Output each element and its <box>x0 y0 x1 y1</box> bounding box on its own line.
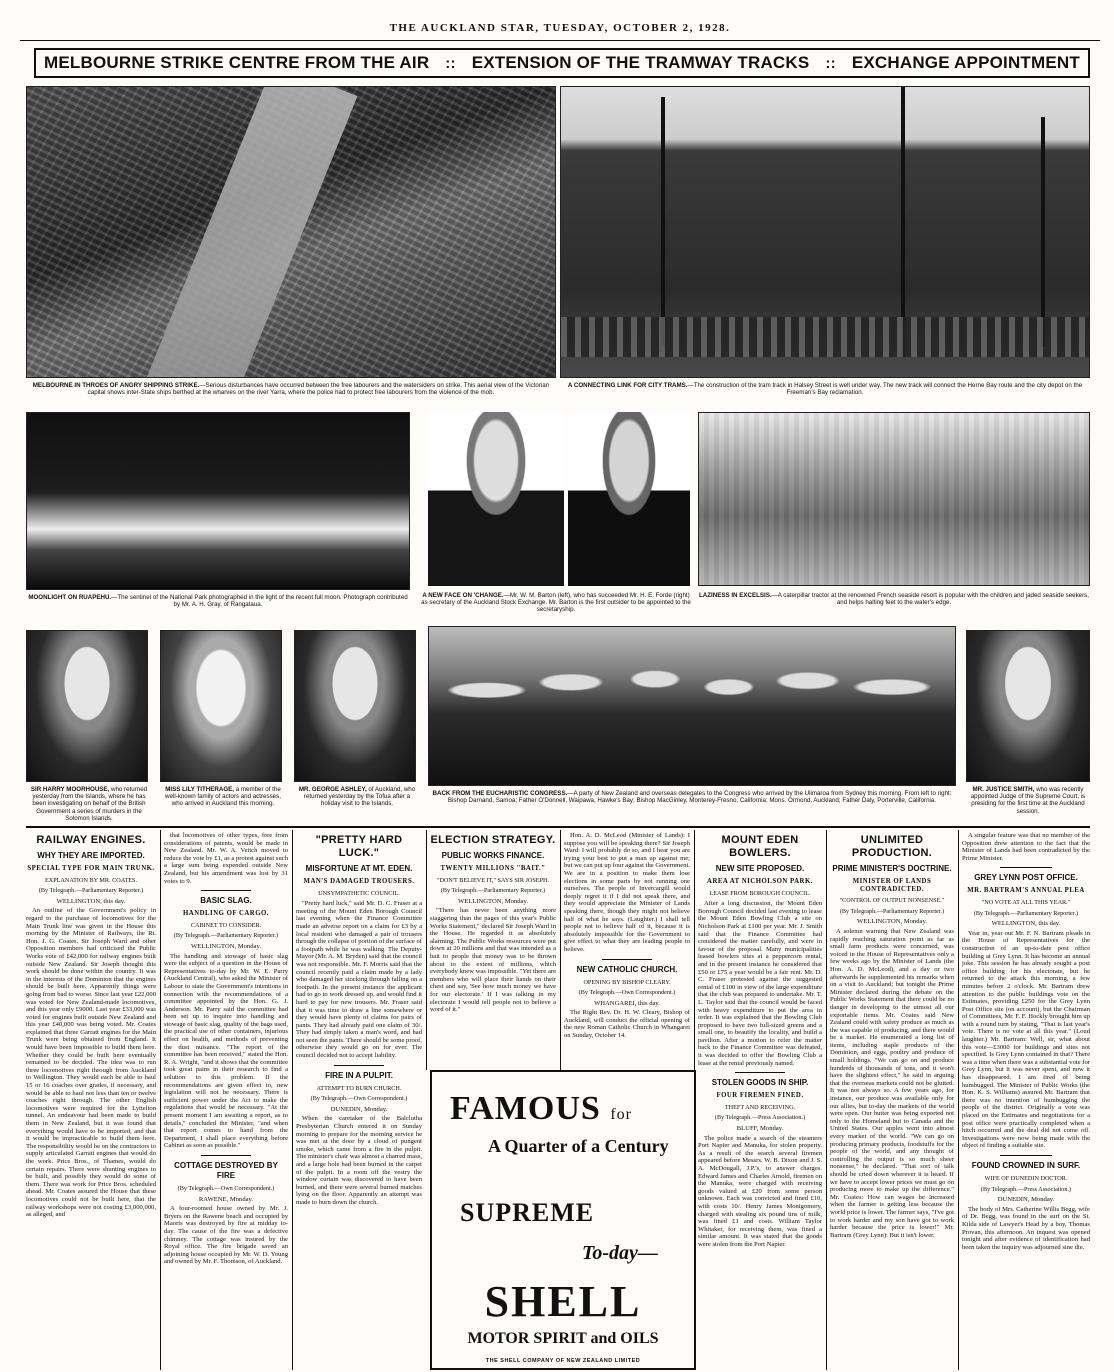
ruapehu-photo <box>26 412 410 590</box>
banner-headline-tramway: EXTENSION OF THE TRAMWAY TRACKS <box>471 53 810 72</box>
dateline: DUNEDIN, Monday. <box>330 1105 388 1113</box>
ashley-portrait <box>294 630 416 782</box>
subheadline: OPENING BY BISHOP CLEARY. <box>583 978 671 986</box>
ruapehu-caption: MOONLIGHT ON RUAPEHU.—The sentinel of the National Park photographed in the light of the recent full moon. Photograph contributed by Mr. A. H. Gray, of Rangataua. <box>28 594 408 609</box>
titherage-portrait <box>160 630 282 782</box>
dateline: BLUFF, Monday. <box>736 1125 784 1133</box>
article-body: The Right Rev. Dr. H. W. Cleary, Bishop of Auckland, will conduct the official opening of the new Roman Catholic Church in Whangarei on Sunday, October 14. <box>564 1009 690 1040</box>
subheadline: ATTEMPT TO BURN CHURCH. <box>316 1084 402 1092</box>
shell-advertisement <box>430 1070 696 1370</box>
dateline: DUNEDIN, Monday. <box>997 1196 1055 1204</box>
subheadline: MINISTER OF LANDS CONTRADICTED. <box>852 878 932 893</box>
headline: COTTAGE DESTROYED BY FIRE <box>174 1160 278 1180</box>
credit-line: (By Telegraph.—Parliamentary Reporter.) <box>440 887 546 895</box>
ashley-caption: MR. GEORGE ASHLEY, of Auckland, who returned yesterday by the Tofua after a holiday visit to the Islands. <box>298 786 416 808</box>
melbourne-caption: MELBOURNE IN THROES OF ANGRY SHIPPING STRIKE.—Serious disturbances have occurred between the free labourers and the watersiders on strike. This aerial view of the Victorian capital shows inter-State ships berthed at the wharves on the river Yarra, where the police had to protect free labourers from the violence of the mob. <box>32 382 550 397</box>
melbourne-aerial-photo <box>26 86 556 378</box>
tractor-caption: LAZINESS IN EXCELSIS.—A caterpillar tractor at the renowned French seaside resort is popular with the children and jaded seaside seekers, and helps halting feet to the water's edge. <box>699 592 1089 607</box>
dateline: WELLINGTON, Monday. <box>857 918 927 926</box>
column-rule <box>826 830 827 1370</box>
tractor-photo <box>698 412 1090 586</box>
article-body: A four-roomed house owned by Mr. J. Bryers on the Rawene beach and occupied by Maoris was destroyed by fire at midday to-day. The cause of the fire was a defective chimney. The cottage was insured by the Royal office. The fire brigade saved an adjoining house occupied by Mr. W. D. Young and owned by Mr. F. Thomson, of Auckland. <box>164 1205 288 1266</box>
subheadline: HANDLING OF CARGO. <box>183 910 269 918</box>
dateline: WELLINGTON, this day. <box>991 920 1061 928</box>
article-body: "There has never been anything more staggering than the pages of this year's Public Works Statement," declared Sir Joseph Ward in the House. He regarded it as absolutely alarming. The Public Works resources were put down at 20 millions and that was intended as a bait to people that money was to be thrown about to the extent of millions, which everybody knew was impossible. "Yet there are members who will place their hands on their chest and say, 'See how much money we have for our electorate.' If I was talking in my electorate I would tell people not to believe a word of it." <box>430 907 556 1014</box>
headline: FIRE IN A PULPIT. <box>325 1070 393 1080</box>
subheadline: NEW SITE PROPOSED. <box>715 864 805 873</box>
smith-caption: MR. JUSTICE SMITH, who was recently appointed Judge of the Supreme Court, is presiding for the first time at the Auckland session. <box>970 786 1086 815</box>
subheadline: WHY THEY ARE IMPORTED. <box>37 851 145 860</box>
credit-line: (By Telegraph.—Parliamentary Reporter.) <box>173 932 279 940</box>
forde-portrait <box>568 412 690 586</box>
subheadline: "DON'T BELIEVE IT," SAYS SIR JOSEPH. <box>436 876 550 884</box>
masthead-rule <box>20 40 1100 41</box>
column-rule <box>160 830 161 1370</box>
credit-line: (By Telegraph.—Own Correspondent.) <box>310 1095 408 1103</box>
subheadline: CABINET TO CONSIDER. <box>190 921 262 929</box>
headline: NEW CATHOLIC CHURCH. <box>576 964 678 974</box>
article-body-continued: A singular feature was that no member of the Opposition drew attention to the fact that the Minister of Lands had been contradicted by the Prime Minister. <box>962 832 1090 862</box>
credit-line: (By Telegraph.—Parliamentary Reporter.) <box>839 907 945 915</box>
moorhouse-caption: SIR HARRY MOORHOUSE, who returned yesterday from the Islands, where he has been investigating on behalf of the British Government a series of murders in the Solomon Islands. <box>30 786 148 822</box>
masthead: THE AUCKLAND STAR, TUESDAY, OCTOBER 2, 1928. <box>389 22 731 34</box>
ad-today: To-day— <box>582 1242 658 1264</box>
banner-headline-exchange: EXCHANGE APPOINTMENT <box>851 53 1080 72</box>
column-rule <box>292 830 293 1370</box>
headline: GREY LYNN POST OFFICE. <box>974 873 1078 883</box>
column-eight <box>962 832 1090 1370</box>
subheadline: UNSYMPATHETIC COUNCIL. <box>318 889 400 897</box>
credit-line: (By Telegraph.—Press Association.) <box>980 1185 1072 1193</box>
article-body-continued: that locomotives of other types, free from considerations of patents, would be made in New Zealand. Mr. W. A. Veitch moved to reduce the vote by £1, as a protest against such a large sum being expended outside New Zealand, but his amendment was lost by 31 votes to 9. <box>164 832 288 885</box>
subheadline: PUBLIC WORKS FINANCE. <box>441 851 545 860</box>
ad-motor-spirit: MOTOR SPIRIT and OILS <box>467 1330 659 1347</box>
ad-shell-logo: SHELL <box>484 1277 642 1326</box>
article-body: A solemn warning that New Zealand was rapidly reaching saturation point as far as small farm products were concerned, was voiced in the House of Representatives only a few weeks ago by the Minister of Lands (the Hon. A. D. McLeod), and a day or two afterwards he supplemented his remarks when on a visit to Auckland; but tonight the Prime Minister declared during the debate on the Public Works Statement that there could be no danger in developing to the utmost all our exportable items. Mr. Coates said New Zealand could with safety produce as much as the was capable of producing, and there would be a market. He enumerated a long list of items, including staple products of the Dominion, and eggs, poultry and produce of small holdings. "We can go on and produce hundreds of thousands of tons, and it won't have the slightest effect," he said in arguing that the overseas markets could not be glutted. It was not always so. A few years ago, for instance, our produce was available only for our allies, but to-day the markets of the world were open. Our butter was being exported not only to the Homeland but to Canada and the United States. Our apples went into almost every market of the world. "We can go on producing primary products, foodstuffs for the people of the world, and any thought of controlling the output is so much sheer nonsense," he declared. "That sort of talk should be cried down wherever it is heard. If we have to accept lower prices we must go on producing more to make up the difference." Mr. Coates: How can wages be increased when the farmer is getting less because the world price is lower. The farmer says, "I've got to work harder and my son have got to work harder because the price is lower!" Mr. Bartram (Grey Lynn): But it isn't lower. <box>830 927 954 1239</box>
article-election-strategy <box>430 832 556 1068</box>
banner-separator: :: <box>445 54 456 72</box>
subheadline: SPECIAL TYPE FOR MAIN TRUNK. <box>27 865 155 872</box>
headline: "PRETTY HARD LUCK." <box>315 834 403 859</box>
eucharistic-delegates-photo <box>428 626 956 786</box>
ad-famous: FAMOUS for <box>450 1090 632 1127</box>
column-rule <box>426 830 427 1070</box>
article-body-continued: Hon. A. D. McLeod (Minister of Lands): I suppose you will be speaking there? Sir Joseph Ward: I will probably do so, and I hear you are trying your best to put a man up against me; but we can put up four against the Government. We are in a position to make them lose elections in some parts by not running one ourselves. The people of Invercargill would deeply regret it if I did not speak there, and they would appreciate the Minister of Lands speaking there, though they might not believe half of what he says. (Laughter.) I shall tell people not to believe half of it, because it is absolutely impossible for the Government to give effect to what they are leading people to believe. <box>564 832 690 953</box>
moorhouse-portrait <box>26 630 148 782</box>
tram-caption: A CONNECTING LINK FOR CITY TRAMS.—The construction of the tram track in Halsey Street is well under way. The new track will connect the Herne Bay route and the city depot on the Freeman's Bay reclamation. <box>567 382 1083 397</box>
subheadline: LEASE FROM BOROUGH COUNCIL. <box>709 889 811 897</box>
justice-smith-portrait <box>966 630 1090 782</box>
ad-supreme: SUPREME <box>460 1198 595 1227</box>
ad-company: THE SHELL COMPANY OF NEW ZEALAND LIMITED <box>485 1358 641 1364</box>
article-body: The handling and stowage of basic slag were the subject of a question in the House of Representatives to-day by Mr. W. E. Parry (Auckland Central), who asked the Minister of Labour to state the Government's intentions in connection with the recommendations of a committee appointed by the Hon. G. J. Anderson. Mr. Parry said the committee had been set up to inquire into handling and stowage of basic slag, quality of the bags used, the practical use of other containers, injurious effect on health, and methods of preventing the dust nuisance. "The report of the committee has been received," stated the Hon. R. A. Wright, "and it shows that the committee took great pains in their research to find a solution to this problem. If the recommendations are given effect to, new legislation will not be necessary. There is sufficient power under the Act to make the regulations that would be necessary. "At the present moment I am awaiting a report, as to details," concluded the Minister, "and when that report comes to hand from the Department, I shall place everything before Cabinet as soon as possible." <box>164 952 288 1150</box>
exchange-caption: A NEW FACE ON 'CHANGE.—Mr. W. M. Barton (left), who has succeeded Mr. H. E. Forde (right) as secretary of the Auckland Stock Exchange. Mr. Barton is the first outsider to be appointed to the secretaryship. <box>421 592 691 614</box>
subheadline: "NO VOTE AT ALL THIS YEAR." <box>981 898 1071 906</box>
credit-line: (By Telegraph.—Own Correspondent.) <box>177 1184 275 1192</box>
subheadline: AREA AT NICHOLSON PARK. <box>707 878 813 885</box>
dateline: RAWENE, Monday. <box>198 1195 254 1203</box>
headline: ELECTION STRATEGY. <box>430 834 556 846</box>
headline: FOUND CROWNED IN SURF. <box>971 1160 1081 1170</box>
credit-line: (By Telegraph.—Parliamentary Reporter.) <box>38 887 144 895</box>
subheadline: THEFT AND RECEIVING. <box>724 1103 796 1111</box>
column-five <box>564 832 690 1068</box>
section-rule <box>26 826 1090 828</box>
dateline: WELLINGTON, this day. <box>56 897 126 905</box>
banner-separator: :: <box>825 54 836 72</box>
ad-quarter-century: A Quarter of a Century <box>488 1136 669 1156</box>
article-body: After a long discussion, the Mount Eden Borough Council decided last evening to lease the Mount Eden Bowling Club a site on Nicholson Park at £100 per year. Mr. J. Smith said that the Finance Committee had considered the matter carefully, and were in favour of the proposal. Many municipalities leased bowlers sites at a peppercorn rental, and in the present instance he considered that £50 or £75 a year would be a fair rent. Mr. D. C. Fraser protested against the suggested rental of £100 in view of the large expenditure that the club was prepared to undertake. Mr. T. L. Taylor said that the council would be faced with heavy expenditure to put the area in order. It was explained that the Bowling Club proposed to have two full-sized greens and a small one, to beautify the locality, and build a pavilion. After a motion to refer the matter back to the Finance Committee was defeated, it was decided to offer the Bowling Club a lease at the rental previously named. <box>698 900 822 1067</box>
headline: BASIC SLAG. <box>200 896 252 906</box>
dateline: WHANGAREI, this day. <box>594 999 660 1007</box>
dateline: WELLINGTON, Monday. <box>191 942 261 950</box>
subheadline: EXPLANATION BY MR. COATES. <box>44 876 138 884</box>
tram-track-photo <box>560 86 1090 378</box>
article-body: "Pretty hard luck," said Mr. D. C. Fraser at a meeting of the Mount Eden Borough Council last evening when the Finance Committee made an adverse report on a claim for £3 by a local resident who damaged a pair of trousers through the collapse of portion of the surface of a footpath while he was walking. The Deputy-Mayor (Mr. A. M. Bryden) said that the council was not responsible. Mr. F. Morris said that the council recently paid a claim made by a lady who damaged her stocking through falling on a footpath. In the present instance the applicant had to go to work dressed up, and would find it hard to pay for new trousers. Mr. Fraser said that it was time to draw a line somewhere or they would have plenty of claims for pairs of pants. They had already paid one claim of 30/. They had simply taken a man's word, and had not seen the pants. There should be some proof, otherwise they would go on for ever. The council decided not to accept liability. <box>296 900 422 1060</box>
article-body: Year in, year out Mr. F. N. Bartram pleads in the House of Representatives for the construction of an up-to-date post office building at Grey Lynn. It has become an annual joke. This session he has already sought a post office building for his electorate, but he returned to the attack this morning, a few minutes before 2 o'clock. Mr. Bartram drew attention to the public buildings vote on the Estimates, providing £250 for the Grey Lynn Post Office site (on account), but the Chairman of Committees, Mr. F. F. Hockly brought him up with a round turn by stating, "That is last year's vote. There is no vote at all this year." (Loud laughter.) Mr. Bartram: Well, sir, what about this vote—£3000 for buildings and sites not specified. Is Grey Lynn contained in that? There was a time when there was a substantial vote for Grey Lynn, but it was never spent, and now it has disappeared. I am tired of being humbugged. The Minister of Public Works (the Hon. K. S. Williams) assured Mr. Bartram that there was no intention of humbugging the people of the district. Originally a vote was placed on the Estimates and negotiations for a post office were practically completed when a hitch occurred and the deal did not come off. Investigations were now being made with the object of finding a suitable site. <box>962 929 1090 1150</box>
column-two <box>164 832 288 1370</box>
column-rule <box>560 830 561 1070</box>
column-rule <box>958 830 959 1370</box>
subheadline: MISFORTUNE AT MT. EDEN. <box>305 864 413 873</box>
article-body: When the caretaker of the Balclutha Presbyterian Church entered it on Sunday morning to prepare for the morning service he was met at the door by a cloud of pungent smoke, which came from a fire in the pulpit. The minister's chair was almost a charred mass, and a large hole had been burned in the carpet of the pulpit. In a room off the vestry the window curtain was discovered to have been burned, and there were several burned matches lying on the floor. Apparently an attempt was made to burn down the church. <box>296 1115 422 1206</box>
article-body: The body of Mrs. Catherine Willis Begg, wife of Dr. Begg, was found in the surf on the St. Kilda side of Lawyer's Head by a boy, Thomas Provan, this afternoon. An inquest was opened tonight and after evidence of identification had been taken the inquiry was adjourned sine die. <box>962 1205 1090 1251</box>
headline: MOUNT EDEN BOWLERS. <box>721 834 799 859</box>
subheadline: "CONTROL OF OUTPUT NONSENSE." <box>839 897 945 905</box>
headline: UNLIMITED PRODUCTION. <box>851 834 933 859</box>
credit-line: (By Telegraph.—Parliamentary Reporter.) <box>973 909 1079 917</box>
headline: STOLEN GOODS IN SHIP. <box>711 1078 809 1088</box>
subheadline: PRIME MINISTER'S DOCTRINE. <box>832 864 952 873</box>
article-railway-engines <box>26 832 156 1370</box>
subheadline: TWENTY MILLIONS "BAIT." <box>440 865 546 872</box>
column-three <box>296 832 422 1370</box>
credit-line: (By Telegraph.—Press Association.) <box>714 1114 806 1122</box>
article-unlimited-production <box>830 832 954 1370</box>
titherage-caption: MISS LILY TITHERAGE, a member of the well-known family of actors and actresses, who arrived in Auckland this morning. <box>165 786 281 808</box>
congress-caption: BACK FROM THE EUCHARISTIC CONGRESS.—A party of New Zealand and overseas delegates to the Congress who arrived by the Ulimaroa from Sydney this morning. From left to right: Bishop Darnand, Samoa; Father O'Donnell, Waipawa, Hawke's Bay; Bishop MacGinley, Monterey-Fresno, California; Mons. Ormond, Auckland; Father Daly, Porterville, California. <box>432 790 952 805</box>
article-body: An outline of the Government's policy in regard to the purchase of locomotives for the Main Trunk line was given in the House this morning by the Minister of Railways, the Rt. Hon. J. G. Coates. Sir Joseph Ward and other Opposition members had criticised the Public Works vote of £42,000 for railway engines built outside New Zealand. Sir Joseph thought this work should be done within the country. It was in the interests of the Dominion that the engines should be built here. Apparently things were going from bad to worse. Since last year £22,000 was voted for New Zealand-made locomotives, and this year only £9000. Last year £33,000 was voted for engines built outside New Zealand and this year £40,000 was being voted. Mr. Coates explained that three Garratt engines for the Main Trunk were being obtained from England. It would have been impossible to build them here. Whether they could be built here eventually remained to be decided. The idea was to run three locomotives right through from Auckland to Wellington. They would each be able to haul 15 or 16 coaches over grades, if necessary, and would be able to haul not less than ten or twelve coaches right through. The other English locomotives were required for the Lyttelton tunnel. An endeavour had been made to build them in New Zealand, but it was found that everything would have to be imported, and that it would be impracticable to build them here. The responsibility would be on the contractors to supply articulated Garratt engines that would do the work. Price Bros., of Thames, would do certain repairs. There were shunting engines to be built, and possibly they would do some of them. There was work for Price Bros. scheduled ahead. Mr. Coates assured the House that these locomotives could not be built here, that the railway workshops were not costing £3,000,000, as alleged, and <box>26 907 156 1219</box>
credit-line: (By Telegraph.—Own Correspondent.) <box>578 989 676 997</box>
subheadline: WIFE OF DUNEDIN DOCTOR. <box>984 1174 1068 1182</box>
subheadline: MR. BARTRAM'S ANNUAL PLEA <box>967 887 1085 895</box>
column-six <box>698 832 822 1370</box>
subheadline: MAN'S DAMAGED TROUSERS. <box>303 878 415 885</box>
headline-banner <box>34 48 1090 78</box>
banner-headline-melbourne: MELBOURNE STRIKE CENTRE FROM THE AIR <box>44 53 430 72</box>
article-body: The police made a search of the steamers Port Napier and Manuka, for stolen property. As a result of the search several firemen appeared before Messrs. W. B. Dixon and J. S. A. McDougall, J.P.'s, to answer charges. Edward James and Charles Arnold, firemen on the Manuka, were charged with receiving goods valued at £20 from some person unknown. Each was convicted and fined £10, with costs 10/. Henry James Montgomery, charged with stealing six pound tins of milk, was fined £1 and costs. William Taylor Whitaker, for receiving them, was fined a similar amount. It was stated that the goods were stolen from the Port Napier. <box>698 1134 822 1248</box>
barton-portrait <box>428 412 564 586</box>
headline: RAILWAY ENGINES. <box>36 834 146 846</box>
subheadline: FOUR FIREMEN FINED. <box>716 1092 804 1100</box>
dateline: WELLINGTON, Monday. <box>458 897 528 905</box>
